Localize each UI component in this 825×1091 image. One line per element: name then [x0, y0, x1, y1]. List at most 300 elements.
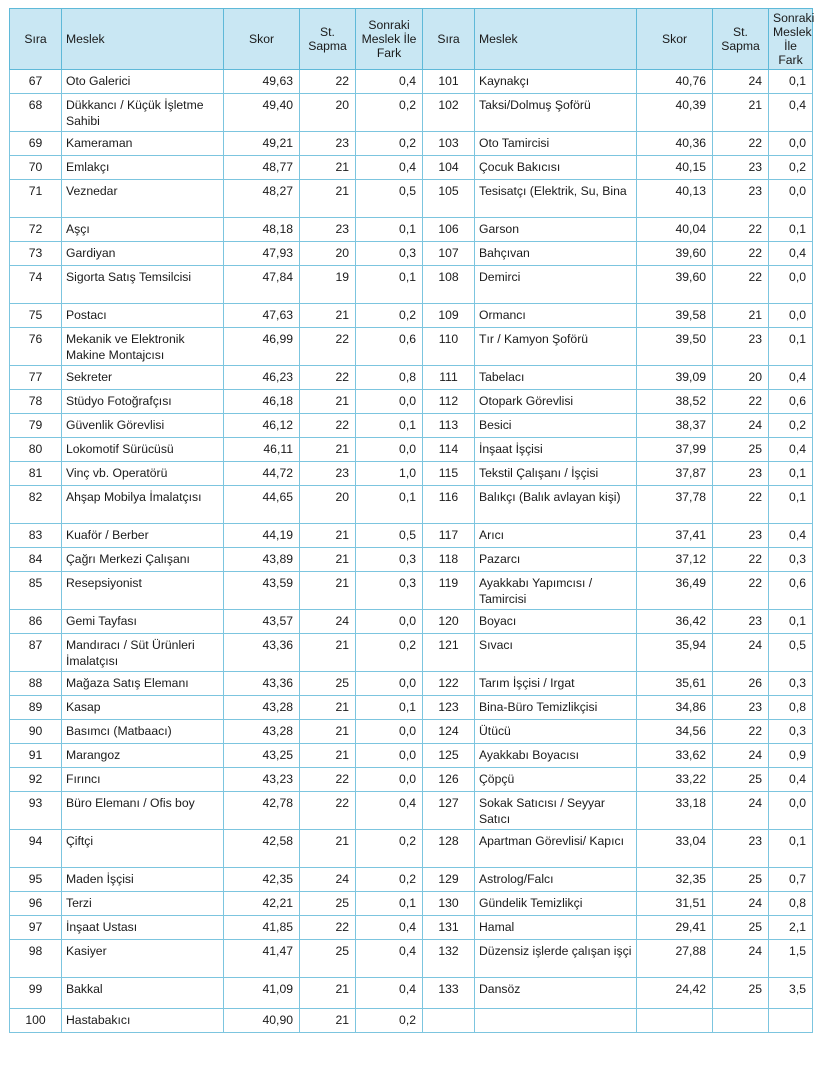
cell-sira-left: 96: [10, 892, 62, 916]
cell-sira-left: 100: [10, 1009, 62, 1033]
cell-sapma-right: 26: [713, 672, 769, 696]
cell-skor-right: 40,15: [637, 156, 713, 180]
cell-sira-right: 120: [423, 610, 475, 634]
cell-sira-left: 76: [10, 328, 62, 366]
cell-meslek-left: Stüdyo Fotoğrafçısı: [62, 390, 224, 414]
cell-sapma-right: 25: [713, 768, 769, 792]
cell-skor-right: 35,94: [637, 634, 713, 672]
cell-fark-left: 0,1: [356, 266, 423, 304]
cell-skor-left: 46,11: [224, 438, 300, 462]
cell-meslek-left: Mandıracı / Süt Ürünleri İmalatçısı: [62, 634, 224, 672]
occupation-table-container: [9, 8, 815, 1033]
cell-meslek-right: Tesisatçı (Elektrik, Su, Bina: [475, 180, 637, 218]
cell-sira-left: 91: [10, 744, 62, 768]
cell-fark-left: 0,0: [356, 390, 423, 414]
cell-fark-left: 0,4: [356, 940, 423, 978]
cell-sira-right: 125: [423, 744, 475, 768]
cell-sapma-right: [713, 1009, 769, 1033]
cell-meslek-right: Tabelacı: [475, 366, 637, 390]
cell-sira-right: 115: [423, 462, 475, 486]
table-row: [10, 156, 813, 180]
cell-meslek-left: Kuaför / Berber: [62, 524, 224, 548]
cell-meslek-right: Taksi/Dolmuş Şoförü: [475, 94, 637, 132]
cell-meslek-right: Ayakkabı Boyacısı: [475, 744, 637, 768]
cell-sapma-right: 22: [713, 572, 769, 610]
header-meslek-right: Meslek: [475, 9, 637, 70]
cell-skor-right: 27,88: [637, 940, 713, 978]
cell-sapma-left: 25: [300, 940, 356, 978]
table-row: [10, 94, 813, 132]
cell-skor-left: 48,18: [224, 218, 300, 242]
table-row: [10, 70, 813, 94]
cell-sapma-left: 21: [300, 390, 356, 414]
cell-sapma-right: 25: [713, 916, 769, 940]
table-row: [10, 180, 813, 218]
cell-skor-right: 39,60: [637, 242, 713, 266]
cell-sapma-left: 21: [300, 634, 356, 672]
cell-skor-right: 29,41: [637, 916, 713, 940]
cell-sapma-right: 22: [713, 486, 769, 524]
cell-skor-left: 43,36: [224, 634, 300, 672]
cell-sira-right: 127: [423, 792, 475, 830]
cell-skor-right: 34,86: [637, 696, 713, 720]
cell-meslek-right: Ormancı: [475, 304, 637, 328]
cell-sapma-right: 20: [713, 366, 769, 390]
table-row: [10, 768, 813, 792]
cell-sapma-left: 21: [300, 572, 356, 610]
cell-skor-right: 24,42: [637, 978, 713, 1009]
cell-meslek-left: Vinç vb. Operatörü: [62, 462, 224, 486]
cell-sira-right: 111: [423, 366, 475, 390]
cell-sapma-right: 22: [713, 218, 769, 242]
cell-meslek-left: İnşaat Ustası: [62, 916, 224, 940]
cell-skor-right: 39,09: [637, 366, 713, 390]
cell-sapma-left: 21: [300, 304, 356, 328]
cell-fark-right: 0,1: [769, 70, 813, 94]
cell-skor-left: 46,99: [224, 328, 300, 366]
cell-skor-left: 41,47: [224, 940, 300, 978]
cell-meslek-right: İnşaat İşçisi: [475, 438, 637, 462]
cell-meslek-left: Marangoz: [62, 744, 224, 768]
cell-sapma-left: 22: [300, 792, 356, 830]
table-body: [10, 70, 813, 1033]
table-row: [10, 242, 813, 266]
cell-fark-right: 0,4: [769, 524, 813, 548]
cell-meslek-right: Dansöz: [475, 978, 637, 1009]
cell-meslek-right: Çocuk Bakıcısı: [475, 156, 637, 180]
header-fark-left: Sonraki Meslek İle Fark: [356, 9, 423, 70]
table-row: [10, 304, 813, 328]
cell-fark-left: 0,2: [356, 1009, 423, 1033]
header-skor-left: Skor: [224, 9, 300, 70]
cell-meslek-right: Tır / Kamyon Şoförü: [475, 328, 637, 366]
cell-meslek-right: Ütücü: [475, 720, 637, 744]
cell-meslek-left: Lokomotif Sürücüsü: [62, 438, 224, 462]
cell-sira-left: 98: [10, 940, 62, 978]
cell-fark-left: 0,2: [356, 94, 423, 132]
cell-skor-right: 40,36: [637, 132, 713, 156]
table-row: [10, 672, 813, 696]
cell-skor-right: 40,04: [637, 218, 713, 242]
cell-meslek-right: Garson: [475, 218, 637, 242]
cell-sira-left: 93: [10, 792, 62, 830]
cell-sapma-left: 24: [300, 868, 356, 892]
cell-skor-right: 31,51: [637, 892, 713, 916]
table-row: [10, 524, 813, 548]
table-row: [10, 916, 813, 940]
cell-skor-left: 42,78: [224, 792, 300, 830]
cell-sira-left: 73: [10, 242, 62, 266]
cell-skor-right: [637, 1009, 713, 1033]
table-row: [10, 390, 813, 414]
cell-meslek-right: Düzensiz işlerde çalışan işçi: [475, 940, 637, 978]
cell-skor-left: 49,40: [224, 94, 300, 132]
cell-fark-right: [769, 1009, 813, 1033]
table-row: [10, 132, 813, 156]
cell-meslek-right: Oto Tamircisi: [475, 132, 637, 156]
cell-sapma-left: 21: [300, 696, 356, 720]
table-row: [10, 366, 813, 390]
cell-sapma-right: 22: [713, 132, 769, 156]
cell-sira-right: 114: [423, 438, 475, 462]
cell-skor-right: 37,87: [637, 462, 713, 486]
cell-skor-right: 36,42: [637, 610, 713, 634]
cell-sira-right: 124: [423, 720, 475, 744]
cell-meslek-right: Tarım İşçisi / Irgat: [475, 672, 637, 696]
cell-skor-right: 39,50: [637, 328, 713, 366]
cell-fark-left: 0,1: [356, 486, 423, 524]
cell-skor-left: 44,65: [224, 486, 300, 524]
cell-sapma-left: 21: [300, 830, 356, 868]
table-row: [10, 266, 813, 304]
cell-fark-right: 0,1: [769, 328, 813, 366]
cell-sira-left: 89: [10, 696, 62, 720]
cell-skor-right: 32,35: [637, 868, 713, 892]
cell-sapma-left: 25: [300, 892, 356, 916]
cell-sapma-left: 24: [300, 610, 356, 634]
cell-sapma-right: 25: [713, 978, 769, 1009]
cell-sira-left: 84: [10, 548, 62, 572]
cell-sira-right: 112: [423, 390, 475, 414]
cell-skor-right: 34,56: [637, 720, 713, 744]
cell-sapma-right: 24: [713, 634, 769, 672]
cell-fark-right: 0,8: [769, 892, 813, 916]
cell-fark-left: 0,0: [356, 768, 423, 792]
cell-sapma-right: 23: [713, 830, 769, 868]
cell-meslek-left: Kasap: [62, 696, 224, 720]
cell-sapma-left: 22: [300, 768, 356, 792]
cell-skor-right: 40,76: [637, 70, 713, 94]
cell-meslek-left: Aşçı: [62, 218, 224, 242]
cell-skor-left: 41,85: [224, 916, 300, 940]
cell-sapma-left: 20: [300, 242, 356, 266]
cell-fark-right: 0,1: [769, 610, 813, 634]
cell-sapma-right: 23: [713, 610, 769, 634]
cell-sira-left: 74: [10, 266, 62, 304]
cell-sira-right: 116: [423, 486, 475, 524]
cell-sira-right: 107: [423, 242, 475, 266]
cell-meslek-right: Balıkçı (Balık avlayan kişi): [475, 486, 637, 524]
cell-fark-left: 0,6: [356, 328, 423, 366]
cell-sapma-left: 22: [300, 414, 356, 438]
cell-sira-right: 118: [423, 548, 475, 572]
cell-sira-left: 92: [10, 768, 62, 792]
cell-fark-right: 0,9: [769, 744, 813, 768]
cell-skor-left: 43,59: [224, 572, 300, 610]
cell-fark-right: 0,4: [769, 438, 813, 462]
cell-fark-left: 0,4: [356, 156, 423, 180]
cell-sapma-right: 22: [713, 242, 769, 266]
header-fark-right: Sonraki Meslek İle Fark: [769, 9, 813, 70]
cell-fark-left: 0,1: [356, 414, 423, 438]
cell-sapma-left: 21: [300, 438, 356, 462]
cell-sapma-right: 25: [713, 438, 769, 462]
cell-meslek-left: Güvenlik Görevlisi: [62, 414, 224, 438]
cell-meslek-right: Gündelik Temizlikçi: [475, 892, 637, 916]
cell-fark-right: 0,6: [769, 390, 813, 414]
cell-skor-left: 42,21: [224, 892, 300, 916]
cell-sapma-right: 24: [713, 414, 769, 438]
cell-meslek-right: Bina-Büro Temizlikçisi: [475, 696, 637, 720]
cell-sira-right: 121: [423, 634, 475, 672]
cell-meslek-right: Boyacı: [475, 610, 637, 634]
cell-sira-right: 106: [423, 218, 475, 242]
cell-skor-left: 47,84: [224, 266, 300, 304]
cell-meslek-right: Bahçıvan: [475, 242, 637, 266]
cell-skor-right: 33,18: [637, 792, 713, 830]
cell-sira-left: 85: [10, 572, 62, 610]
cell-fark-right: 0,0: [769, 180, 813, 218]
header-sapma-right: St. Sapma: [713, 9, 769, 70]
cell-meslek-right: Kaynakçı: [475, 70, 637, 94]
cell-sira-right: 126: [423, 768, 475, 792]
cell-meslek-right: Pazarcı: [475, 548, 637, 572]
cell-sapma-right: 24: [713, 792, 769, 830]
cell-skor-left: 49,63: [224, 70, 300, 94]
cell-sapma-right: 23: [713, 328, 769, 366]
table-row: [10, 610, 813, 634]
cell-fark-right: 0,2: [769, 156, 813, 180]
cell-fark-left: 0,4: [356, 978, 423, 1009]
cell-meslek-left: Mağaza Satış Elemanı: [62, 672, 224, 696]
cell-fark-left: 0,4: [356, 916, 423, 940]
cell-meslek-right: Çöpçü: [475, 768, 637, 792]
cell-skor-right: 39,58: [637, 304, 713, 328]
cell-sapma-left: 23: [300, 132, 356, 156]
cell-meslek-right: Tekstil Çalışanı / İşçisi: [475, 462, 637, 486]
cell-fark-left: 0,1: [356, 696, 423, 720]
cell-sapma-right: 23: [713, 180, 769, 218]
cell-sira-right: 108: [423, 266, 475, 304]
cell-sapma-left: 22: [300, 916, 356, 940]
cell-meslek-left: Çiftçi: [62, 830, 224, 868]
cell-sapma-right: 21: [713, 304, 769, 328]
cell-skor-left: 49,21: [224, 132, 300, 156]
cell-skor-right: 36,49: [637, 572, 713, 610]
cell-sira-right: 122: [423, 672, 475, 696]
cell-fark-right: 0,4: [769, 768, 813, 792]
cell-meslek-right: Otopark Görevlisi: [475, 390, 637, 414]
cell-skor-right: 33,62: [637, 744, 713, 768]
cell-sira-right: 102: [423, 94, 475, 132]
cell-sira-right: 133: [423, 978, 475, 1009]
cell-sapma-left: 20: [300, 94, 356, 132]
cell-fark-left: 0,0: [356, 438, 423, 462]
cell-fark-left: 0,3: [356, 572, 423, 610]
cell-fark-right: 2,1: [769, 916, 813, 940]
cell-skor-right: 40,13: [637, 180, 713, 218]
cell-fark-right: 0,3: [769, 672, 813, 696]
cell-skor-right: 37,41: [637, 524, 713, 548]
cell-fark-right: 0,1: [769, 486, 813, 524]
cell-meslek-right: Ayakkabı Yapımcısı / Tamircisi: [475, 572, 637, 610]
cell-meslek-left: Sekreter: [62, 366, 224, 390]
cell-sapma-left: 21: [300, 180, 356, 218]
table-row: [10, 720, 813, 744]
cell-fark-right: 0,4: [769, 366, 813, 390]
cell-sapma-left: 21: [300, 744, 356, 768]
table-row: [10, 328, 813, 366]
cell-fark-right: 0,3: [769, 720, 813, 744]
cell-meslek-left: Basımcı (Matbaacı): [62, 720, 224, 744]
cell-fark-left: 0,5: [356, 180, 423, 218]
cell-skor-left: 47,63: [224, 304, 300, 328]
cell-sira-right: 110: [423, 328, 475, 366]
cell-meslek-left: Çağrı Merkezi Çalışanı: [62, 548, 224, 572]
cell-fark-left: 0,8: [356, 366, 423, 390]
table-row: [10, 218, 813, 242]
cell-sira-right: 131: [423, 916, 475, 940]
cell-fark-right: 0,0: [769, 132, 813, 156]
cell-sira-right: 103: [423, 132, 475, 156]
cell-sira-left: 97: [10, 916, 62, 940]
cell-sapma-left: 19: [300, 266, 356, 304]
cell-fark-left: 0,1: [356, 892, 423, 916]
cell-sira-right: 104: [423, 156, 475, 180]
cell-skor-left: 44,19: [224, 524, 300, 548]
cell-skor-left: 46,23: [224, 366, 300, 390]
cell-sapma-right: 25: [713, 868, 769, 892]
cell-sira-left: 70: [10, 156, 62, 180]
cell-sira-left: 86: [10, 610, 62, 634]
cell-sira-right: 128: [423, 830, 475, 868]
cell-fark-right: 0,6: [769, 572, 813, 610]
cell-fark-right: 0,3: [769, 548, 813, 572]
cell-fark-left: 0,2: [356, 830, 423, 868]
cell-sira-right: 130: [423, 892, 475, 916]
cell-meslek-right: Hamal: [475, 916, 637, 940]
cell-sira-left: 80: [10, 438, 62, 462]
cell-meslek-left: Resepsiyonist: [62, 572, 224, 610]
cell-skor-left: 40,90: [224, 1009, 300, 1033]
cell-meslek-right: Apartman Görevlisi/ Kapıcı: [475, 830, 637, 868]
cell-skor-left: 46,18: [224, 390, 300, 414]
table-row: [10, 438, 813, 462]
cell-meslek-left: Emlakçı: [62, 156, 224, 180]
cell-sira-left: 68: [10, 94, 62, 132]
cell-meslek-left: Maden İşçisi: [62, 868, 224, 892]
cell-skor-right: 33,22: [637, 768, 713, 792]
cell-meslek-right: Demirci: [475, 266, 637, 304]
table-row: [10, 462, 813, 486]
cell-fark-right: 0,4: [769, 242, 813, 266]
cell-fark-left: 0,2: [356, 634, 423, 672]
cell-sapma-left: 22: [300, 366, 356, 390]
cell-fark-right: 0,1: [769, 830, 813, 868]
cell-fark-left: 0,4: [356, 792, 423, 830]
cell-meslek-left: Veznedar: [62, 180, 224, 218]
cell-sira-right: 117: [423, 524, 475, 548]
cell-sira-right: 132: [423, 940, 475, 978]
cell-sapma-right: 23: [713, 696, 769, 720]
cell-sapma-right: 23: [713, 156, 769, 180]
table-header: [10, 9, 813, 70]
cell-sapma-left: 22: [300, 328, 356, 366]
cell-sira-right: 113: [423, 414, 475, 438]
cell-fark-left: 0,0: [356, 720, 423, 744]
cell-sapma-left: 23: [300, 462, 356, 486]
cell-meslek-left: Hastabakıcı: [62, 1009, 224, 1033]
cell-sira-right: 129: [423, 868, 475, 892]
cell-skor-left: 43,25: [224, 744, 300, 768]
cell-skor-left: 47,93: [224, 242, 300, 266]
cell-fark-left: 0,3: [356, 548, 423, 572]
table-row: [10, 830, 813, 868]
table-row: [10, 978, 813, 1009]
cell-skor-left: 42,35: [224, 868, 300, 892]
cell-sira-left: 71: [10, 180, 62, 218]
header-row: [10, 9, 813, 70]
cell-fark-right: 3,5: [769, 978, 813, 1009]
cell-skor-right: 37,78: [637, 486, 713, 524]
cell-sira-right: 123: [423, 696, 475, 720]
cell-fark-right: 0,4: [769, 94, 813, 132]
cell-sapma-left: 20: [300, 486, 356, 524]
cell-sapma-right: 24: [713, 744, 769, 768]
cell-sira-right: 101: [423, 70, 475, 94]
cell-sira-right: 109: [423, 304, 475, 328]
cell-meslek-left: Fırıncı: [62, 768, 224, 792]
cell-fark-right: 0,7: [769, 868, 813, 892]
cell-fark-left: 0,5: [356, 524, 423, 548]
table-row: [10, 696, 813, 720]
cell-fark-left: 0,3: [356, 242, 423, 266]
cell-meslek-right: Sokak Satıcısı / Seyyar Satıcı: [475, 792, 637, 830]
cell-skor-left: 43,36: [224, 672, 300, 696]
table-row: [10, 1009, 813, 1033]
occupation-score-table: [9, 8, 813, 1033]
table-row: [10, 414, 813, 438]
cell-fark-left: 0,1: [356, 218, 423, 242]
cell-fark-right: 0,0: [769, 304, 813, 328]
cell-skor-right: 38,52: [637, 390, 713, 414]
cell-skor-left: 44,72: [224, 462, 300, 486]
cell-sira-left: 67: [10, 70, 62, 94]
cell-meslek-right: Sıvacı: [475, 634, 637, 672]
cell-skor-left: 43,89: [224, 548, 300, 572]
cell-meslek-left: Mekanik ve Elektronik Makine Montajcısı: [62, 328, 224, 366]
cell-fark-left: 0,4: [356, 70, 423, 94]
cell-sira-left: 90: [10, 720, 62, 744]
cell-skor-left: 46,12: [224, 414, 300, 438]
cell-sira-right: 105: [423, 180, 475, 218]
cell-meslek-left: Sigorta Satış Temsilcisi: [62, 266, 224, 304]
table-row: [10, 940, 813, 978]
cell-sira-left: 72: [10, 218, 62, 242]
cell-skor-right: 37,12: [637, 548, 713, 572]
table-row: [10, 792, 813, 830]
cell-fark-right: 0,2: [769, 414, 813, 438]
